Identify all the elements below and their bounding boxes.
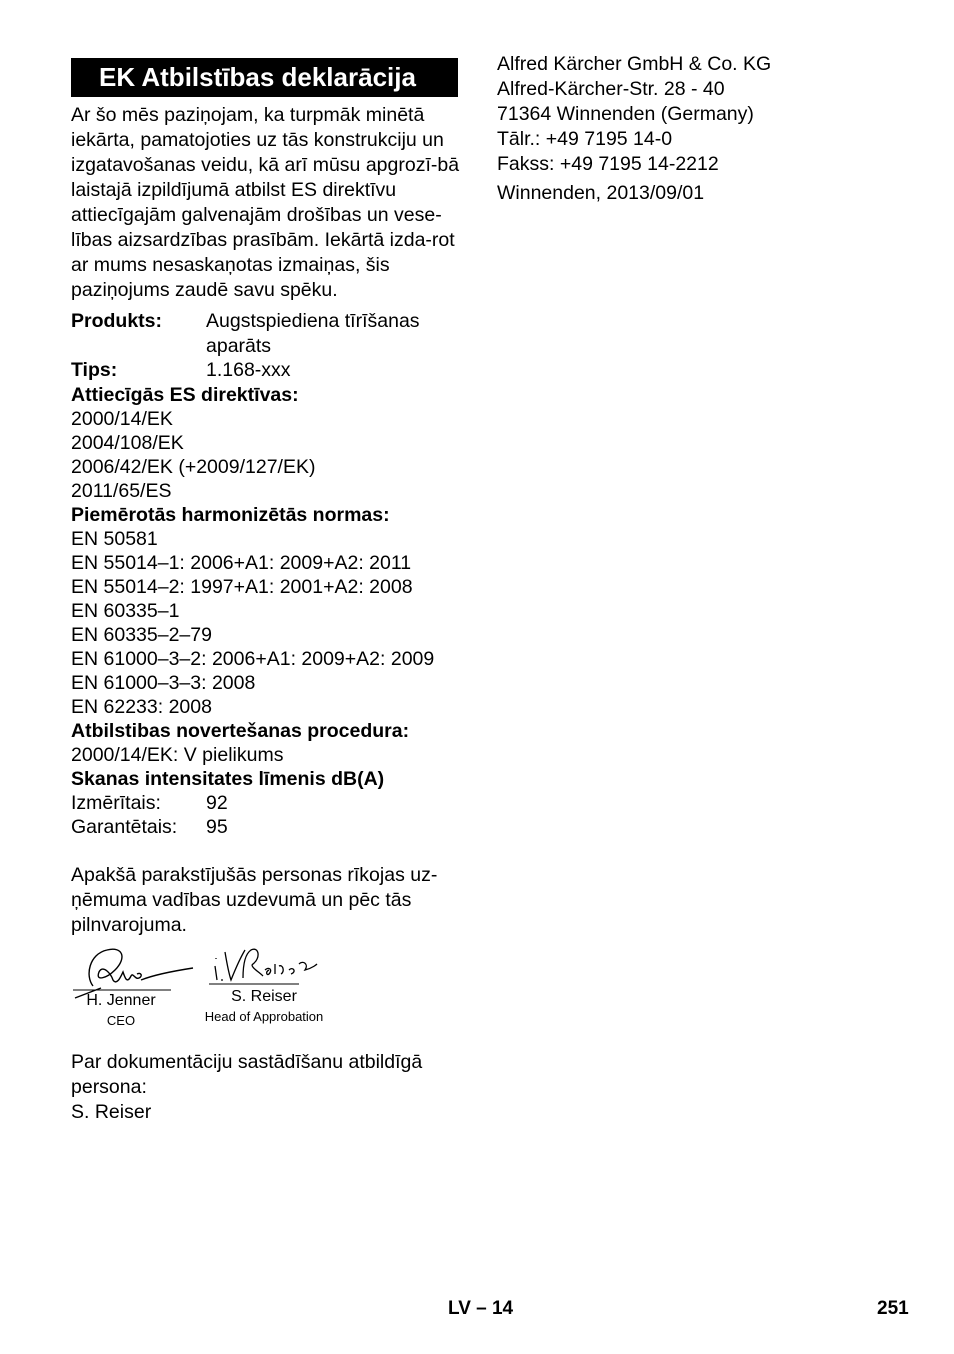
handwritten-signature-icon [209,946,319,990]
directive-item: 2004/108/EK [71,431,184,454]
product-row [71,309,461,358]
signer-role: Head of Approbation [204,1008,324,1024]
signer-name: H. Jenner [86,991,156,1009]
procedure-value: 2000/14/EK: V pielikums [71,743,284,766]
product-value: Augstspiediena tīrīšanas aparāts [206,310,420,357]
company-column [497,52,917,206]
noise-measured-label: Izmērītais: [71,791,161,814]
signatures [71,938,461,1050]
issue-date: Winnenden, 2013/09/01 [497,182,705,204]
noise-guaranteed-value: 95 [206,815,228,838]
footer-section: LV – 14 [448,1298,514,1319]
company-city: 71364 Winnenden (Germany) [497,103,754,125]
norm-item: EN 61000–3–3: 2008 [71,671,256,694]
noise-measured-row [71,791,461,815]
norm-item: EN 61000–3–2: 2006+A1: 2009+A2: 2009 [71,647,435,670]
noise-guaranteed-label: Garantētais: [71,815,178,838]
company-name: Alfred Kärcher GmbH & Co. KG [497,53,772,75]
company-phone: Tālr.: +49 7195 14-0 [497,128,673,150]
norm-item: EN 55014–1: 2006+A1: 2009+A2: 2011 [71,551,412,574]
noise-measured-value: 92 [206,791,228,814]
signer-role: CEO [106,1012,136,1028]
signer-name: S. Reiser [231,987,297,1005]
authority-paragraph: Apakšā parakstījušās personas rīkojas uz-ņēmuma vadības uzdevumā un pēc tās pilnvarojuma. [71,863,438,936]
type-row [71,358,461,383]
signature-jenner [71,946,171,1030]
directives-heading: Attiecīgās ES direktīvas: [71,383,299,406]
page-title: EK Atbilstības deklarācija [71,58,458,97]
norm-item: EN 60335–1 [71,599,180,622]
intro-paragraph: Ar šo mēs paziņojam, ka turpmāk minētā iekārta, pamatojoties uz tās konstrukciju un izgatavošanas veidu, kā arī mūsu apgrozī-bā laistajā izpildījumā atbilst ES direktīvu attiecīgajām galvenajām drošības un vese-lības aizsardzības prasībām. Iekārtā izda-rot ar mums nesaskaņotas izmaiņas, šis paziņojums zaudē savu spēku. [71,104,460,301]
page-number: 251 [877,1298,909,1319]
documentation-text: Par dokumentāciju sastādīšanu atbildīgā persona: [71,1050,423,1098]
directive-item: 2000/14/EK [71,407,173,430]
procedure-heading: Atbilstibas novertešanas procedura: [71,719,410,742]
type-value: 1.168-xxx [206,359,291,381]
type-label: Tips: [71,359,118,381]
company-street: Alfred-Kärcher-Str. 28 - 40 [497,78,725,100]
noise-heading: Skanas intensitates līmenis dB(A) [71,767,385,790]
directive-item: 2006/42/EK (+2009/127/EK) [71,455,316,478]
company-fax: Fakss: +49 7195 14-2212 [497,153,719,175]
norm-item: EN 50581 [71,527,158,550]
norm-item: EN 60335–2–79 [71,623,212,646]
signature-reiser [199,946,329,1026]
product-label: Produkts: [71,310,163,332]
norms-heading: Piemērotās harmonizētās normas: [71,503,390,526]
norm-item: EN 55014–2: 1997+A1: 2001+A2: 2008 [71,575,413,598]
documentation-person: S. Reiser [71,1100,152,1123]
noise-guaranteed-row [71,815,461,839]
declaration-column [71,58,461,1125]
norm-item: EN 62233: 2008 [71,695,212,718]
directive-item: 2011/65/ES [71,479,172,502]
